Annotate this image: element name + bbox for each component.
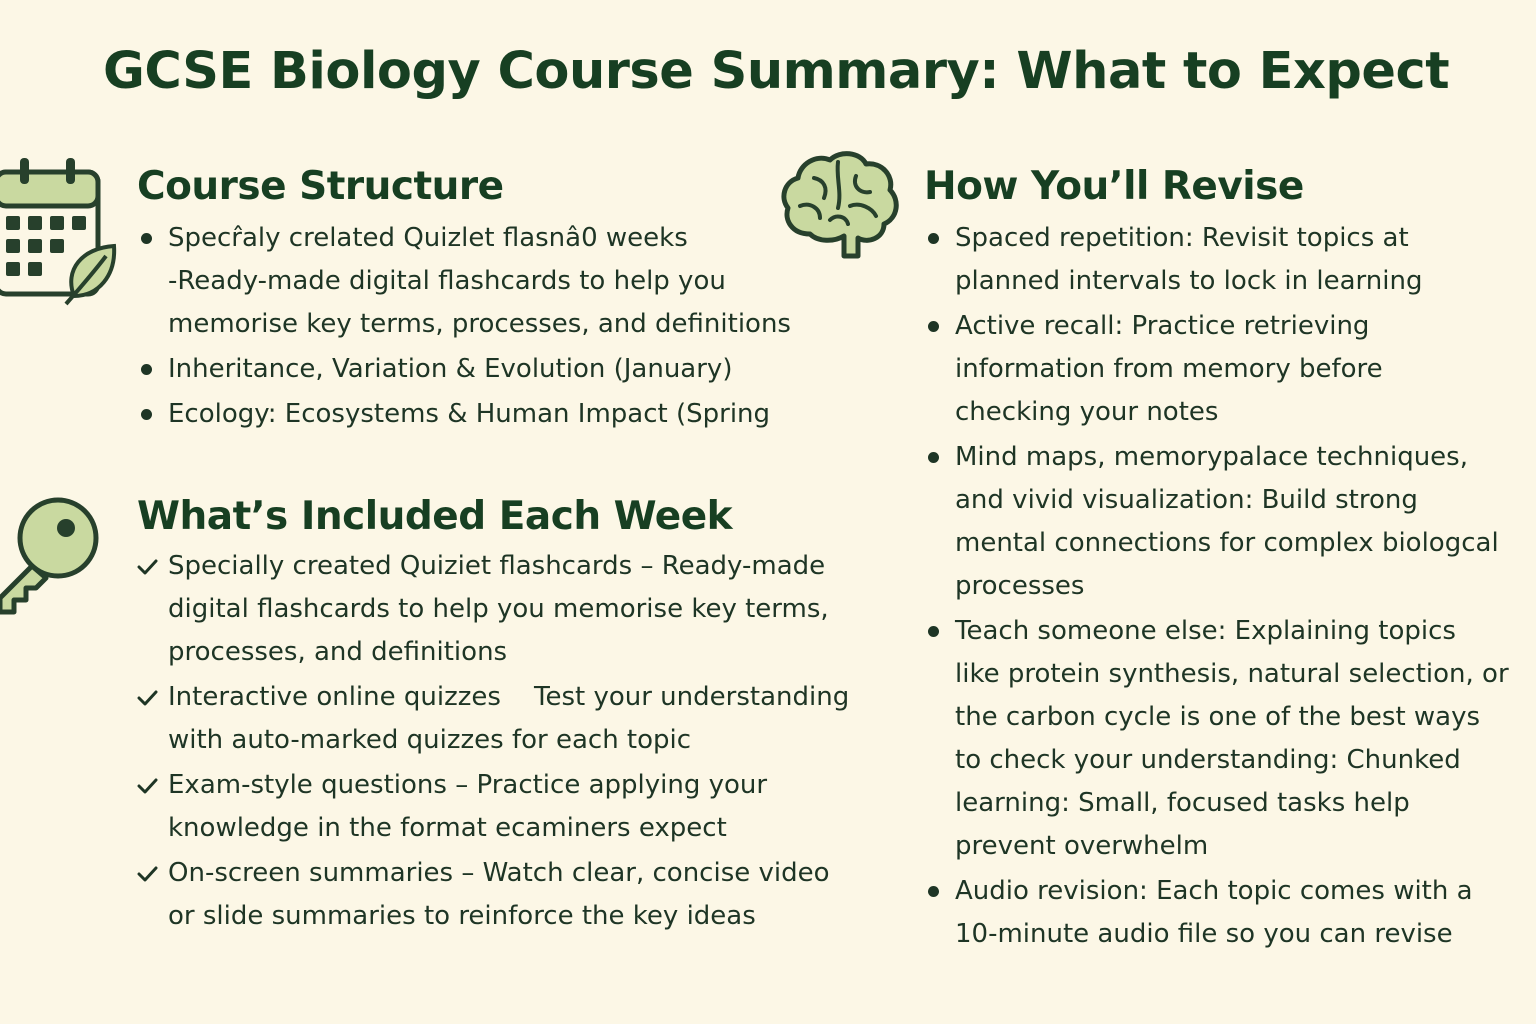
brain-icon [780, 148, 902, 262]
list-item [924, 305, 1524, 434]
bullet-dot [928, 886, 939, 897]
check-mark-icon [137, 545, 159, 588]
text-line: Exam-style questions – Practice applying your [168, 769, 768, 800]
text-line: knowledge in the format ecaminers expect [168, 812, 727, 843]
text-line: and vivid visualization: Build strong [955, 484, 1418, 515]
revise-section [924, 164, 1524, 958]
bullet-dot [928, 233, 939, 244]
text-line: Inheritance, Variation & Evolution (January) [168, 353, 733, 384]
list-item [924, 217, 1524, 303]
text-line: -Ready-made digital flashcards to help you [168, 265, 726, 296]
list-item-text [168, 676, 850, 762]
list-item [137, 393, 777, 436]
list-item [137, 348, 777, 391]
text-line: information from memory before [955, 353, 1383, 384]
list-item-text [168, 217, 791, 346]
bullet-dot [928, 626, 939, 637]
list-item-text [168, 545, 847, 674]
list-item [924, 436, 1524, 608]
bullet-dot [141, 233, 152, 244]
bullet-dot [141, 409, 152, 420]
text-line: 10-minute audio file so you can revise [955, 918, 1453, 949]
text-line: Teach someone else: Explaining topics [955, 615, 1456, 646]
check-mark-icon [137, 852, 159, 895]
text-line: with auto-marked quizzes for each topic [168, 724, 692, 755]
check-mark-icon [137, 676, 159, 719]
list-item-text [955, 305, 1524, 434]
list-item-text [955, 217, 1524, 303]
text-line: processes [955, 570, 1085, 601]
course-structure-list [137, 217, 791, 436]
list-item [137, 764, 847, 850]
revise-heading: How You’ll Revise [924, 164, 1304, 209]
text-line: Spaced repetition: Revisit topics at [955, 222, 1409, 253]
list-item-text [955, 870, 1524, 956]
list-item [137, 545, 847, 674]
text-line: Audio revision: Each topic comes with a [955, 875, 1473, 906]
list-item [137, 852, 847, 938]
text-line: mental connections for complex biologcal [955, 527, 1499, 558]
course-structure-heading: Course Structure [137, 164, 504, 209]
weekly-section [137, 494, 850, 940]
calendar-leaf-icon [0, 152, 122, 308]
text-line: planned intervals to lock in learning [955, 265, 1423, 296]
bullet-dot [928, 452, 939, 463]
list-item-text [955, 610, 1524, 868]
list-item [924, 610, 1524, 868]
check-mark-icon [137, 764, 159, 807]
weekly-list [137, 545, 850, 938]
list-item-text [168, 852, 847, 938]
list-item [137, 217, 791, 346]
text-line: or slide summaries to reinforce the key ideas [168, 900, 756, 931]
text-line: Active recall: Practice retrieving [955, 310, 1370, 341]
text-line: the carbon cycle is one of the best ways [955, 701, 1481, 732]
list-item-text [955, 436, 1524, 608]
text-line: Specr̂aly crelated Quizlet flasnâ0 weeks [168, 222, 688, 253]
text-line: Specially created Quiziet flashcards – Ready-made [168, 550, 826, 581]
text-line: to check your understanding: Chunked [955, 744, 1461, 775]
text-line: processes, and definitions [168, 636, 508, 667]
list-item [137, 676, 850, 762]
list-item-text [168, 764, 847, 850]
text-line: memorise key terms, processes, and definitions [168, 308, 791, 339]
page-title: GCSE Biology Course Summary: What to Expect [103, 42, 1450, 101]
course-structure-section [137, 164, 791, 438]
text-line: Interactive online quizzes Test your understanding [168, 681, 850, 712]
text-line: checking your notes [955, 396, 1219, 427]
text-line: like protein synthesis, natural selection, or [955, 658, 1509, 689]
bullet-dot [141, 364, 152, 375]
text-line: prevent overwhelm [955, 830, 1209, 861]
text-line: Mind maps, memorypalace techniques, [955, 441, 1468, 472]
list-item-text [168, 348, 777, 391]
revise-list [924, 217, 1524, 956]
text-line: On-screen summaries – Watch clear, concise video [168, 857, 830, 888]
list-item-text [168, 393, 777, 436]
text-line: digital flashcards to help you memorise key terms, [168, 593, 829, 624]
key-icon [0, 494, 102, 618]
list-item [924, 870, 1524, 956]
text-line: learning: Small, focused tasks help [955, 787, 1410, 818]
weekly-heading: What’s Included Each Week [137, 494, 733, 539]
bullet-dot [928, 321, 939, 332]
text-line: Ecology: Ecosystems & Human Impact (Spring [168, 398, 771, 429]
